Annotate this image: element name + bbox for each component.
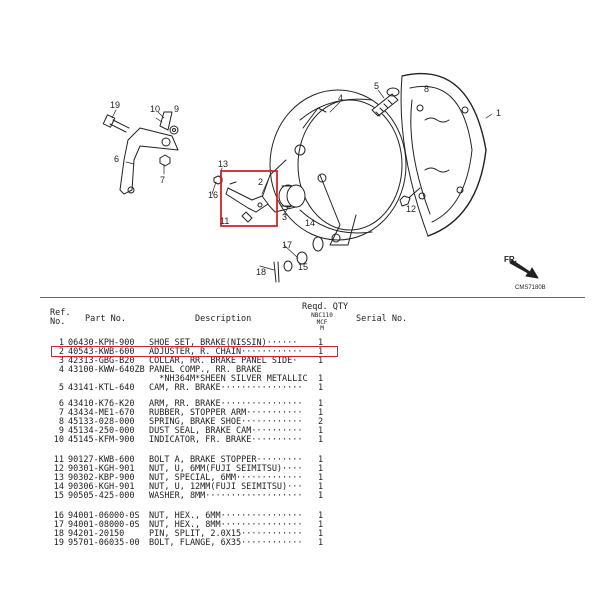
callout-8: 8 xyxy=(424,84,430,94)
description: RUBBER, STOPPER ARM··········· xyxy=(149,408,303,418)
quantity: 1 xyxy=(318,435,324,445)
ref-no: 2 xyxy=(58,347,64,357)
ref-no: 5 xyxy=(58,383,64,393)
description: WASHER, 8MM··················· xyxy=(149,491,303,501)
part-no: 94201-20150 xyxy=(68,529,125,539)
description: CAM, RR. BRAKE················ xyxy=(149,383,303,393)
ref-no: 12 xyxy=(53,464,64,474)
description: DUST SEAL, BRAKE CAM·········· xyxy=(149,426,303,436)
header-reqd-qty: Reqd. QTY xyxy=(302,302,349,312)
description: NUT, HEX., 6MM················ xyxy=(149,511,303,521)
ref-no: 19 xyxy=(53,538,64,548)
callout-11: 11 xyxy=(220,216,230,226)
front-direction-label: FR. xyxy=(504,255,517,264)
table-row xyxy=(52,383,324,393)
callout-9: 9 xyxy=(174,104,180,114)
quantity: 1 xyxy=(318,347,324,357)
part-no: 45133-028-000 xyxy=(68,417,135,427)
quantity: 1 xyxy=(318,399,324,409)
ref-no: 13 xyxy=(53,473,64,483)
header-part-no: Part No. xyxy=(85,314,126,324)
header-description: Description xyxy=(195,314,252,324)
bolt-19-drawing xyxy=(103,115,129,132)
description: NUT, SPECIAL, 6MM············· xyxy=(149,473,303,483)
callout-4: 4 xyxy=(338,93,344,103)
part-no: 95701-06035-00 xyxy=(68,538,140,548)
ref-no: 15 xyxy=(53,491,64,501)
description: NUT, U, 6MM(FUJI SEIMITSU)···· xyxy=(149,464,303,474)
part-no: 90302-KBP-900 xyxy=(68,473,135,483)
callout-2: 2 xyxy=(258,177,264,187)
quantity: 1 xyxy=(318,491,324,501)
quantity: 1 xyxy=(318,538,324,548)
description: PANEL COMP., RR. BRAKE xyxy=(149,365,262,375)
part-no: 90505-425-000 xyxy=(68,491,135,501)
callout-14: 14 xyxy=(305,218,316,228)
description: PIN, SPLIT, 2.0X15············ xyxy=(149,529,303,539)
highlight-box-row-2 xyxy=(51,346,338,357)
quantity: 1 xyxy=(318,529,324,539)
callout-17: 17 xyxy=(282,240,293,250)
ref-no: 6 xyxy=(58,399,64,409)
description: NUT, HEX., 8MM················ xyxy=(149,520,303,530)
part-no: 40543-KWB-600 xyxy=(68,347,135,357)
part-no: 94001-08000-0S xyxy=(68,520,140,530)
part-no: 90306-KGH-901 xyxy=(68,482,135,492)
ref-no: 17 xyxy=(53,520,64,530)
description: INDICATOR, FR. BRAKE·········· xyxy=(149,435,303,445)
ref-no: 7 xyxy=(58,408,64,418)
ref-no: 11 xyxy=(53,455,64,465)
callout-7: 7 xyxy=(160,175,166,185)
ref-no: 9 xyxy=(58,426,64,436)
description: ADJUSTER, R. CHAIN············ xyxy=(149,347,303,357)
part-no: 06430-KPH-900 xyxy=(68,338,135,348)
part-no: 90127-KWB-600 xyxy=(68,455,135,465)
ref-no: 3 xyxy=(58,356,64,366)
description: BOLT A, BRAKE STOPPER········· xyxy=(149,455,303,465)
part-no: 94001-06000-0S xyxy=(68,511,140,521)
table-row xyxy=(52,435,324,445)
header-ref-no: Ref. No. xyxy=(50,308,71,327)
quantity: 1 xyxy=(318,520,324,530)
quantity: 1 xyxy=(318,464,324,474)
part-no: 43410-K76-K20 xyxy=(68,399,135,409)
header-model-code: NBC110 MCF M xyxy=(311,312,333,332)
part-no: 90301-KGH-901 xyxy=(68,464,135,474)
part-no: 43100-KWW-640ZB xyxy=(68,365,145,375)
quantity: 1 xyxy=(318,482,324,492)
collar-drawing xyxy=(279,185,305,207)
description: SHOE SET, BRAKE(NISSIN)······ xyxy=(149,338,298,348)
callout-16: 16 xyxy=(208,190,219,200)
figure-code: CMS7180B xyxy=(515,285,546,291)
callout-10: 10 xyxy=(150,104,161,114)
part-no: 42313-GBG-B20 xyxy=(68,356,135,366)
table-top-rule xyxy=(40,297,585,298)
quantity: 1 xyxy=(318,374,324,384)
callout-13: 13 xyxy=(218,159,229,169)
ref-no: 14 xyxy=(53,482,64,492)
ref-no: 1 xyxy=(58,338,64,348)
ref-no: 18 xyxy=(53,529,64,539)
ref-no: 10 xyxy=(53,435,64,445)
callout-1: 1 xyxy=(496,108,502,118)
quantity: 1 xyxy=(318,455,324,465)
callout-3: 3 xyxy=(282,212,288,222)
quantity: 1 xyxy=(318,383,324,393)
callout-12: 12 xyxy=(406,204,417,214)
ref-no: 8 xyxy=(58,417,64,427)
callout-6: 6 xyxy=(114,154,120,164)
part-no: 43141-KTL-640 xyxy=(68,383,135,393)
quantity: 1 xyxy=(318,426,324,436)
quantity: 1 xyxy=(318,338,324,348)
quantity: 1 xyxy=(318,511,324,521)
callout-15: 15 xyxy=(298,262,309,272)
ref-no: 4 xyxy=(58,365,64,375)
description: COLLAR, RR. BRAKE PANEL SIDE· xyxy=(149,356,298,366)
part-no: 45145-KFM-900 xyxy=(68,435,135,445)
description: *NH364M*SHEEN SILVER METALLIC xyxy=(149,374,308,384)
callout-5: 5 xyxy=(374,81,380,91)
callout-18: 18 xyxy=(256,267,267,277)
part-no: 45134-250-000 xyxy=(68,426,135,436)
quantity: 2 xyxy=(318,417,324,427)
table-row xyxy=(52,538,324,548)
quantity: 1 xyxy=(318,408,324,418)
table-row xyxy=(52,365,262,375)
table-row xyxy=(52,491,324,501)
part-no: 43434-ME1-670 xyxy=(68,408,135,418)
ref-no: 16 xyxy=(53,511,64,521)
indicator-drawing xyxy=(160,112,178,134)
quantity: 1 xyxy=(318,473,324,483)
quantity: 1 xyxy=(318,356,324,366)
callout-19: 19 xyxy=(110,100,121,110)
description: BOLT, FLANGE, 6X35············ xyxy=(149,538,303,548)
description: ARM, RR. BRAKE················ xyxy=(149,399,303,409)
description: SPRING, BRAKE SHOE············ xyxy=(149,417,303,427)
nut-7-drawing xyxy=(160,155,170,166)
description: NUT, U, 12MM(FUJI SEIMITSU)··· xyxy=(149,482,303,492)
header-serial-no: Serial No. xyxy=(356,314,408,324)
